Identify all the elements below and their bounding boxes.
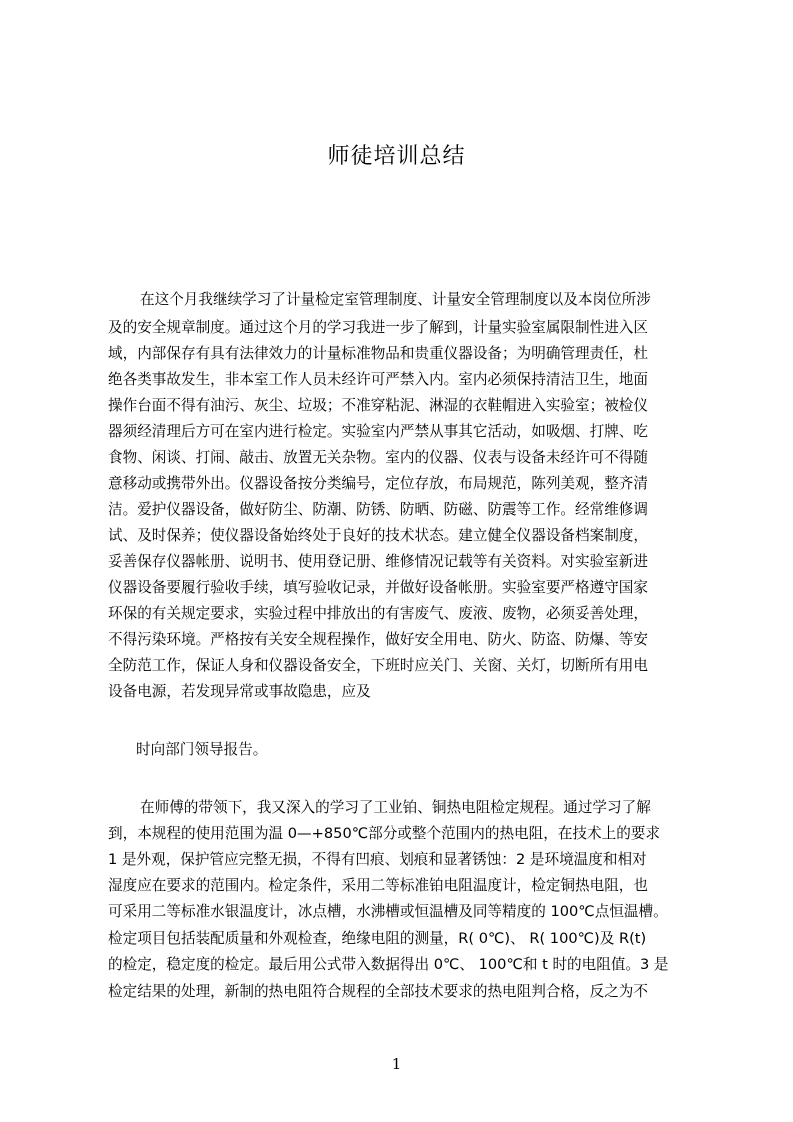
text-line: 1 是外观，保护管应完整无损，不得有凹痕、划痕和显著锈蚀：2 是环境温度和相对	[108, 851, 647, 868]
paragraph-2: 时向部门领导报告。	[136, 741, 268, 758]
text-line: 不得污染环境。严格按有关安全规程操作，做好安全用电、防火、防盗、防爆、等安	[108, 631, 648, 648]
text-line: 在这个月我继续学习了计量检定室管理制度、计量安全管理制度以及本岗位所涉	[140, 291, 651, 308]
text-line: 可采用二等标准水银温度计，冰点槽，水沸槽或恒温槽及同等精度的 100℃点恒温槽。	[108, 903, 668, 920]
text-line: 环保的有关规定要求，实验过程中排放出的有害废气、废液、废物，必须妥善处理，	[108, 605, 648, 622]
text-line: 意移动或携带外出。仪器设备按分类编号，定位存放，布局规范，陈列美观，整齐清	[108, 475, 648, 492]
text-line: 试、及时保养；使仪器设备始终处于良好的技术状态。建立健全仪器设备档案制度，	[108, 527, 648, 544]
document-title: 师徒培训总结	[327, 144, 466, 169]
text-line: 域，内部保存有具有法律效力的计量标准物品和贵重仪器设备；为明确管理责任，杜	[108, 345, 648, 362]
text-line: 湿度应在要求的范围内。检定条件，采用二等标准铂电阻温度计，检定铜热电阻，也	[108, 877, 648, 894]
text-line: 食物、闲谈、打闹、敲击、放置无关杂物。室内的仪器、仪表与设备未经许可不得随	[108, 449, 648, 466]
text-line: 设备电源，若发现异常或事故隐患，应及	[108, 683, 371, 700]
text-line: 的检定，稳定度的检定。最后用公式带入数据得出 0℃、 100℃和 t 时的电阻值。3 是	[108, 956, 669, 973]
text-line: 绝各类事故发生，非本室工作人员未经许可严禁入内。室内必须保持清洁卫生，地面	[108, 371, 648, 388]
text-line: 在师傅的带领下，我又深入的学习了工业铂、铜热电阻检定规程。通过学习了解	[140, 799, 651, 816]
text-line: 操作台面不得有油污、灰尘、垃圾；不准穿粘泥、淋湿的衣鞋帽进入实验室；被检仪	[108, 397, 648, 414]
text-line: 器须经清理后方可在室内进行检定。实验室内严禁从事其它活动，如吸烟、打牌、吃	[108, 423, 648, 440]
text-line: 检定项目包括装配质量和外观检查，绝缘电阻的测量，R( 0℃)、 R( 100℃)及 R(t)	[108, 930, 647, 947]
text-line: 及的安全规章制度。通过这个月的学习我进一步了解到，计量实验室属限制性进入区	[108, 319, 648, 336]
text-line: 洁。爱护仪器设备，做好防尘、防潮、防锈、防晒、防磁、防震等工作。经常维修调	[108, 501, 648, 518]
text-line: 妥善保存仪器帐册、说明书、使用登记册、维修情况记载等有关资料。对实验室新进	[108, 553, 648, 570]
page-number: 1	[391, 1055, 402, 1073]
text-line: 检定结果的处理，新制的热电阻符合规程的全部技术要求的热电阻判合格，反之为不	[108, 983, 648, 1000]
text-line: 全防范工作，保证人身和仪器设备安全，下班时应关门、关窗、关灯，切断所有用电	[108, 657, 648, 674]
text-line: 到，本规程的使用范围为温 0—+850℃部分或整个范围内的热电阻，在技术上的要求	[108, 825, 660, 842]
text-line: 仪器设备要履行验收手续，填写验收记录，并做好设备帐册。实验室要严格遵守国家	[108, 579, 648, 596]
